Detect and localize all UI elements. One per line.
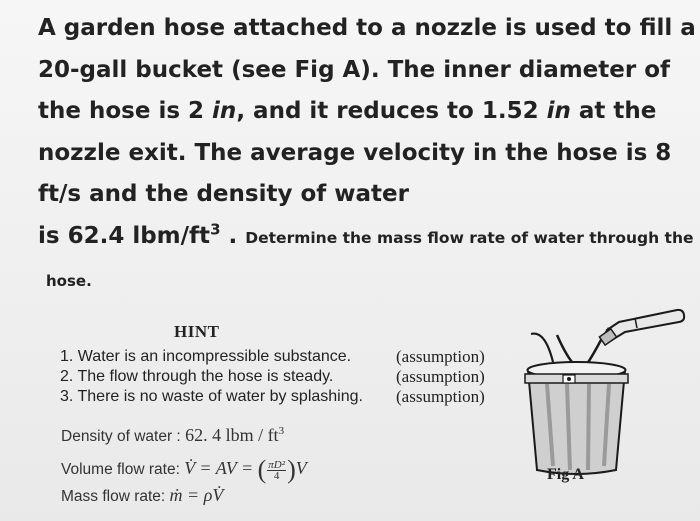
mass-flow-formula	[61, 485, 223, 506]
problem-line-2: 20-gall bucket (see Fig A). The inner diameter of	[38, 56, 671, 83]
volume-flow-label: Volume flow rate:	[61, 461, 180, 479]
bucket-figure	[515, 300, 695, 500]
hint-item-note: (assumption)	[396, 347, 485, 366]
density-formula	[61, 425, 284, 446]
hint-item-note: (assumption)	[396, 367, 485, 386]
hint-item-text: 1. Water is an incompressible substance.	[60, 348, 352, 365]
bucket-icon	[525, 362, 628, 474]
problem-statement	[38, 8, 694, 259]
unit-in-1: in	[212, 98, 237, 124]
question-text: Determine the mass flow rate of water through the	[245, 228, 694, 247]
problem-line-4: nozzle exit. The average velocity in the hose is 8	[38, 139, 672, 166]
area-numerator: πD²	[268, 458, 286, 471]
nozzle-icon	[599, 310, 684, 345]
mass-flow-expression	[170, 485, 224, 505]
hint-title: HINT	[174, 322, 220, 341]
problem-line-3	[38, 91, 694, 133]
problem-line-3-part-a: the hose is 2	[38, 98, 213, 124]
figure-caption: Fig A	[547, 466, 584, 483]
period: .	[220, 222, 246, 249]
left-paren: (	[257, 455, 267, 484]
hint-item-note: (assumption)	[396, 387, 485, 406]
unit-in-2: in	[546, 98, 571, 124]
velocity-symbol: V	[295, 458, 307, 479]
problem-line-1: A garden hose attached to a nozzle is used to fill a	[38, 15, 696, 41]
density-label: Density of water :	[61, 428, 181, 445]
problem-line-3-part-e: at the	[570, 98, 657, 124]
hint-item-text: 2. The flow through the hose is steady.	[60, 368, 334, 385]
right-paren: )	[287, 455, 296, 484]
problem-line-5: ft/s and the density of water	[38, 181, 409, 207]
density-exponent: 3	[210, 219, 221, 238]
area-fraction	[267, 460, 286, 481]
density-value	[185, 425, 284, 445]
problem-line-7: hose.	[46, 272, 92, 290]
area-denominator: 4	[273, 469, 280, 482]
density-value-text: 62. 4 lbm / ft	[185, 425, 279, 445]
density-value-exponent: 3	[278, 425, 285, 437]
volume-flow-lhs: V̇ = AV =	[184, 458, 258, 479]
mass-flow-equation: ṁ = ρV̇	[169, 485, 224, 505]
mass-flow-label: Mass flow rate:	[61, 488, 166, 505]
hint-item-text: 3. There is no waste of water by splashing.	[60, 388, 363, 405]
bucket-handle	[531, 334, 553, 362]
problem-line-3-part-c: , and it reduces to 1.52	[236, 98, 547, 124]
volume-flow-formula	[61, 455, 307, 485]
problem-line-6	[38, 216, 694, 260]
density-statement: is 62.4 lbm/ft	[38, 222, 211, 249]
volume-flow-expression	[184, 455, 307, 484]
